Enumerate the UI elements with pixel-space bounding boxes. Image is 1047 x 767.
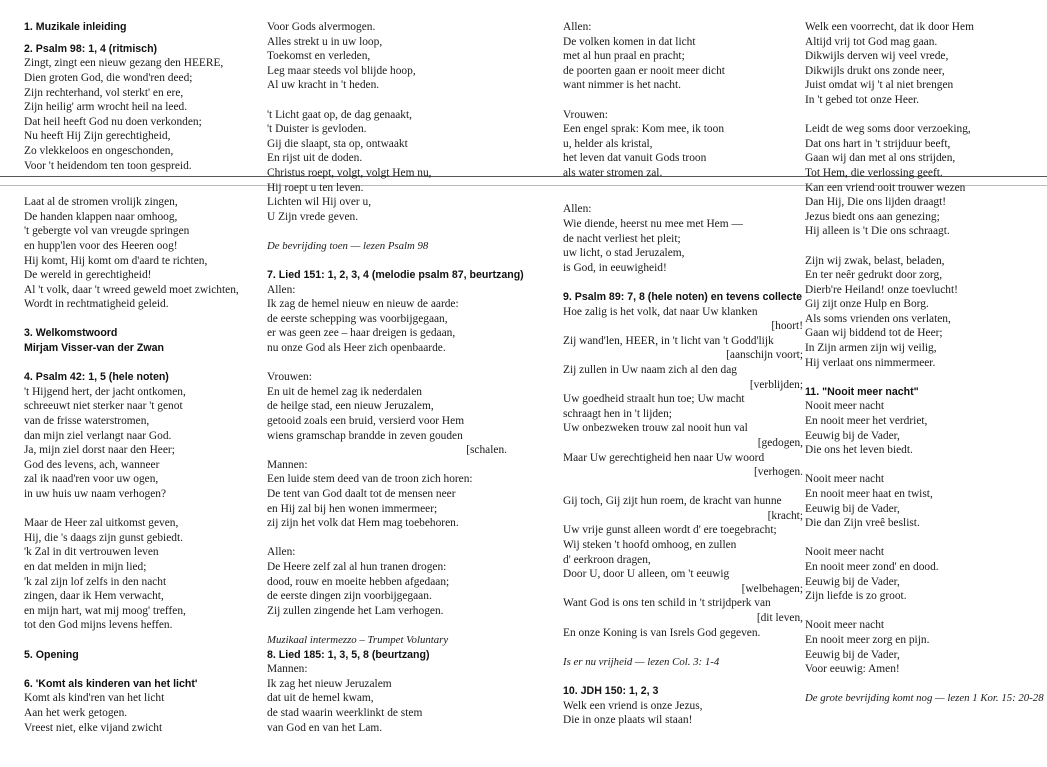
text-line: Voor eeuwig: Amen! [805,663,900,676]
text-line: dood, rouw en moeite hebben afgedaan; [267,575,450,588]
text-line: Nooit meer nacht [805,619,885,632]
text-line: wiens gramschap brandde in zeven gouden [267,429,463,442]
text-line: Allen: [563,21,592,33]
text-line: Uw goedheid straalt hun toe; Uw macht [563,393,745,406]
text-line: zingen, daar ik Hem verwacht, [24,590,164,603]
text-line: Dat heil heeft God nu doen verkonden; [24,115,202,128]
text-line: Al uw kracht in 't heden. [267,79,380,92]
text-line: en Hij zal bij hen wonen immermeer; [267,502,438,515]
text-line: Uw vrije gunst alleen wordt d' ere toegebracht; [563,524,777,537]
text-line: Die ons het leven biedt. [805,444,913,457]
spacer [24,633,264,648]
text-line: Voor Gods alvermogen. [267,21,376,33]
column-3 [563,20,803,728]
text-line: 'k zal zijn lof zelfs in den nacht [24,575,167,588]
text-line: d' eerkroon dragen, [563,553,651,566]
spacer [805,531,1041,546]
spacer [805,108,1041,123]
text-line: met al hun praal en pracht; [563,50,685,63]
text-line: Nooit meer nacht [805,546,885,559]
section-heading: 2. Psalm 98: 1, 4 (ritmisch) [24,42,158,55]
text-line: De tent van God daalt tot de mensen neer [267,488,456,500]
text-line: Eeuwig bij de Vader, [805,502,900,515]
reading-note: De grote bevrijding komt nog — lezen 1 Kor. 15: 20-28 [805,692,1044,705]
text-line: U Zijn vrede geven. [267,210,359,223]
spacer [805,458,1041,473]
spacer [267,356,507,371]
text-line: Zo vlekkeloos en ongeschonden, [24,145,174,158]
text-line: Dikwijls drukt ons zonde neer, [805,64,945,77]
text-line: Leidt de weg soms door verzoeking, [805,123,971,136]
text-line: [welbehagen; [741,582,803,595]
text-line: En nooit meer zorg en pijn. [805,633,930,646]
reading-note: De bevrijding toen — lezen Psalm 98 [267,239,429,252]
text-line: Dat ons hart in 't strijduur beeft, [805,137,951,150]
column-4 [805,20,1044,706]
text-line: in uw huis uw naam verhogen? [24,488,167,500]
section-heading: 6. 'Komt als kinderen van het licht' [24,677,198,690]
text-line: Laat al de stromen vrolijk zingen, [24,196,178,209]
text-line: tot den God mijns levens heffen. [24,619,173,632]
text-line: Zingt, zingt een nieuw gezang den HEERE, [24,57,224,70]
text-line: zij zijn het volk dat Hem mag toebehoren. [267,517,459,530]
text-line: de heilge stad, een nieuw Jeruzalem, [267,400,434,413]
text-line: van de frisse waterstromen, [24,415,150,428]
text-line: Dan Hij, Die ons lijden draagt! [805,196,947,209]
text-line: Zij zullen in Uw naam zich al den dag [563,363,737,376]
text-line: Alles strekt u in uw loop, [267,35,383,48]
text-line: Welk een vriend is onze Jezus, [563,699,703,712]
spacer [267,224,507,239]
text-line: 't Hijgend hert, der jacht ontkomen, [24,385,186,398]
spacer [24,173,264,188]
text-line: Ik zag de hemel nieuw en nieuw de aarde: [267,298,459,311]
text-line: Mannen: [267,458,308,471]
text-line: Wie diende, heerst nu mee met Hem — [563,218,743,231]
text-line: Want God is ons ten schild in 't strijdperk van [563,597,771,610]
text-line: Vrouwen: [267,371,312,384]
text-line: [hoort! [771,320,803,333]
text-line: Door U, door U alleen, om 't eeuwig [563,568,730,581]
text-line: [dit leven, [756,612,803,625]
spacer [24,35,264,42]
text-line: u, helder als kristal, [563,137,653,150]
text-line: Nooit meer nacht [805,473,885,486]
spacer [267,254,507,269]
text-line: uw licht, o stad Jeruzalem, [563,247,685,260]
section-heading: 4. Psalm 42: 1, 5 (hele noten) [24,371,169,384]
text-line: Allen: [563,203,592,216]
text-line: Vrouwen: [563,108,608,121]
spacer [267,93,507,108]
text-line: en hupp'len voor des Heeren oog! [24,239,178,252]
spacer [563,640,803,655]
text-line: De wereld in gerechtigheid! [24,269,152,282]
text-line: En nooit meer het verdriet, [805,415,928,428]
text-line: Maar Uw gerechtigheid hen naar Uw woord [563,451,765,464]
text-line: Een engel sprak: Kom mee, ik toon [563,123,725,136]
text-line: er was geen zee – haar dreigen is gedaan, [267,327,456,340]
text-line: De handen klappen naar omhoog, [24,210,178,223]
spacer [563,275,803,290]
text-line: en mijn hart, wat mij moog' treffen, [24,604,186,617]
text-line: Allen: [267,283,296,296]
text-line: getooid zoals een bruid, versierd voor Hem [267,415,465,428]
spacer [267,531,507,546]
spacer [24,662,264,677]
section-heading: 1. Muzikale inleiding [24,21,127,33]
spacer [24,312,264,327]
text-line: [verblijden; [749,378,803,391]
text-line: 'k Zal in dit vertrouwen leven [24,546,159,559]
text-line: En nooit meer zond' en dood. [805,560,939,573]
text-line: De Heere zelf zal al hun tranen drogen: [267,560,447,573]
text-line: Wij steken 't hoofd omhoog, en zullen [563,539,737,552]
text-line: als water stromen zal. [563,166,663,179]
text-line: de nacht verliest het pleit; [563,232,681,245]
text-line: Zijn liefde is zo groot. [805,590,907,603]
section-heading: 3. Welkomstwoord [24,327,118,340]
spacer [563,669,803,684]
section-heading: Mirjam Visser-van der Zwan [24,342,164,355]
spacer [563,93,803,108]
section-heading: 8. Lied 185: 1, 3, 5, 8 (beurtzang) [267,648,430,661]
spacer [563,181,803,196]
text-line: van God en van het Lam. [267,721,383,734]
text-line: Wordt in rechtmatigheid geleid. [24,298,169,311]
spacer [24,502,264,517]
spacer [805,239,1041,254]
spacer [563,480,803,495]
text-line: Lichten wil Hij over u, [267,196,372,209]
text-line: Altijd vrij tot God mag gaan. [805,35,938,48]
text-line: Ja, mijn ziel dorst naar den Heer; [24,444,175,457]
reading-note: Muzikaal intermezzo – Trumpet Voluntary [267,633,449,646]
text-line: Hij roept u ten leven. [267,181,364,194]
text-line: Zij zullen zingende het Lam verhogen. [267,604,444,617]
text-line: Hoe zalig is het volk, dat naar Uw klanken [563,305,758,318]
column-1 [24,20,264,735]
text-line: Juist omdat wij 't al niet brengen [805,79,954,92]
text-line: Leg maar steeds vol blijde hoop, [267,64,416,77]
text-line: 't gebergte vol van vreugde springen [24,225,190,238]
text-line: Christus roept, volgt, volgt Hem nu, [267,166,432,179]
section-heading: 11. "Nooit meer nacht" [805,385,919,398]
text-line: Hij verlaat ons nimmermeer. [805,356,936,369]
text-line: Welk een voorrecht, dat ik door Hem [805,21,974,33]
text-line: nu onze God als Heer zich openbaarde. [267,342,446,355]
spacer [805,677,1041,692]
text-line: [schalen. [466,444,507,457]
text-line: het leven dat vanuit Gods troon [563,152,707,165]
text-line: Uw onbezweken trouw zal nooit hun val [563,422,748,435]
text-line: Vreest niet, elke vijand zwicht [24,721,163,734]
text-line: Hij, die 's daags zijn gunst gebiedt. [24,531,183,544]
text-line: Gij toch, Gij zijt hun roem, de kracht van hunne [563,495,782,508]
reading-note: Is er nu vrijheid — lezen Col. 3: 1-4 [563,655,720,668]
text-line: dat uit de hemel kwam, [267,692,374,705]
text-line: Zij wand'len, HEER, in 't licht van 't Godd'lijk [563,334,774,347]
text-line: Jezus biedt ons aan genezing; [805,210,940,223]
text-line: Een luide stem deed van de troon zich horen: [267,473,473,486]
text-line: Komt als kind'ren van het licht [24,692,165,705]
text-line: Zijn rechterhand, vol sterkt' en ere, [24,86,184,99]
text-line: Toekomst en verleden, [267,50,371,63]
text-line: Allen: [267,546,296,559]
text-line: Gij zijt onze Hulp en Borg. [805,298,929,311]
text-line: Als soms vrienden ons verlaten, [805,312,951,325]
text-line: En ter neêr gedrukt door zorg, [805,269,943,282]
text-line: En uit de hemel zag ik nederdalen [267,385,422,398]
spacer [24,188,264,195]
text-line: Tot Hem, die verlossing geeft. [805,166,943,179]
text-line: Zijn wij zwak, belast, beladen, [805,254,945,267]
text-line: schreeuwt niet sterker naar 't genot [24,400,183,413]
text-line: Hij komt, Hij komt om d'aard te richten, [24,254,208,267]
text-line: Dien groten God, die wond'ren deed; [24,72,193,85]
text-line: en dat melden in mijn lied; [24,560,147,573]
text-line: [gedogen, [757,436,803,449]
text-line: de eerste dingen zijn voorbijgegaan. [267,590,432,603]
text-line: Die in onze plaats wil staan! [563,714,693,727]
text-line: Dierb're Heiland! onze toevlucht! [805,283,958,296]
spacer [805,604,1041,619]
text-line: Die dan Zijn vreê beslist. [805,517,920,530]
text-line: Hij alleen is 't Die ons schraagt. [805,225,950,238]
text-line: Gij die slaapt, sta op, ontwaakt [267,137,408,150]
text-line: 't Duister is gevloden. [267,123,367,136]
section-heading: 7. Lied 151: 1, 2, 3, 4 (melodie psalm 87, beurtzang) [267,269,524,282]
section-heading: 5. Opening [24,648,79,661]
text-line: Zijn heilig' arm wrocht heil na leed. [24,101,188,114]
text-line: [verhogen. [753,466,803,479]
text-line: Mannen: [267,663,308,676]
text-line: de eerste schepping was voorbijgegaan, [267,312,448,325]
text-line: 't Licht gaat op, de dag genaakt, [267,108,413,121]
spacer [267,618,507,633]
text-line: want nimmer is het nacht. [563,79,681,92]
spacer [24,356,264,371]
text-line: [aanschijn voort; [726,349,803,362]
section-heading: 9. Psalm 89: 7, 8 (hele noten) en tevens collecte [563,290,803,303]
text-line: Gaan wij dan met al ons strijden, [805,152,956,165]
text-line: Nu heeft Hij Zijn gerechtigheid, [24,130,171,143]
text-line: is God, in eeuwigheid! [563,261,667,274]
text-line: Ik zag het nieuw Jeruzalem [267,677,392,690]
text-line: Eeuwig bij de Vader, [805,648,900,661]
text-line: En rijst uit de doden. [267,152,363,165]
text-line: De volken komen in dat licht [563,35,696,48]
text-line: Dikwijls derven wij veel vrede, [805,50,949,63]
text-line: In 't gebed tot onze Heer. [805,93,920,106]
text-line: Aan het werk getogen. [24,706,128,719]
text-line: schraagt hen in 't lijden; [563,407,672,420]
column-2 [267,20,524,735]
text-line: de stad waarin weerklinkt de stem [267,706,423,719]
spacer [563,195,803,202]
text-line: En nooit meer haat en twist, [805,488,933,500]
section-heading: 10. JDH 150: 1, 2, 3 [563,685,659,698]
text-line: Eeuwig bij de Vader, [805,575,900,588]
text-line: Al 't volk, daar 't wreed geweld moet zwichten, [24,283,239,296]
text-line: zal ik naad'ren voor uw ogen, [24,473,159,486]
text-line: de poorten gaan er nooit meer dicht [563,64,725,77]
text-line: Gaan wij biddend tot de Heer; [805,327,943,340]
text-line: [kracht; [767,509,803,522]
text-line: Voor 't heidendom ten toon gespreid. [24,159,192,172]
spacer [805,370,1041,385]
text-line: dan mijn ziel verlangt naar God. [24,429,172,442]
text-line: In Zijn armen zijn wij veilig, [805,342,937,355]
text-line: Eeuwig bij de Vader, [805,429,900,442]
text-line: Maar de Heer zal uitkomst geven, [24,517,179,530]
text-line: En onze Koning is van Isrels God gegeven. [563,626,761,639]
text-line: Kan een vriend ooit trouwer wezen [805,181,966,194]
text-line: God des levens, ach, wanneer [24,458,160,471]
text-line: Nooit meer nacht [805,400,885,413]
